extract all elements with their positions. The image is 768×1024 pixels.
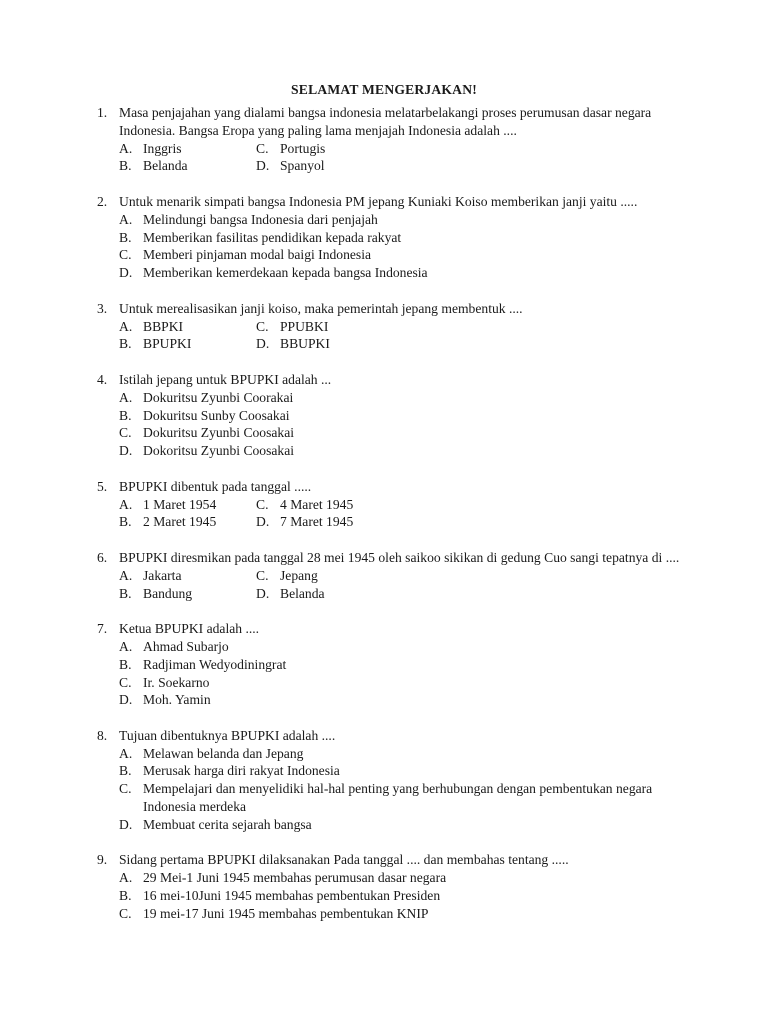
question-8 (97, 727, 687, 834)
option-list (119, 389, 687, 460)
option-d: D. Moh. Yamin (119, 692, 211, 708)
question-text: Untuk merealisasikan janji koiso, maka pemerintah jepang membentuk .... (119, 300, 523, 316)
option-c: C. Ir. Soekarno (119, 674, 210, 690)
option-c: C. Memberi pinjaman modal baigi Indonesia (119, 247, 372, 263)
question-4 (97, 371, 687, 460)
option-d: D. Dokoritsu Zyunbi Coosakai (119, 443, 295, 459)
option-b: B. BPUPKI (119, 336, 192, 352)
option-a: A. 29 Mei-1 Juni 1945 membahas perumusan dasar negara (119, 870, 447, 886)
option-d: D. Membuat cerita sejarah bangsa (119, 816, 312, 832)
question-text: BPUPKI dibentuk pada tanggal ..... (119, 478, 312, 494)
question-5 (97, 478, 687, 531)
question-number: 1. (97, 105, 108, 120)
question-3 (97, 300, 687, 353)
option-b: B. Merusak harga diri rakyat Indonesia (119, 763, 340, 779)
option-a: A. Melawan belanda dan Jepang (119, 745, 304, 761)
option-d: D. Memberikan kemerdekaan kepada bangsa Indonesia (119, 265, 428, 281)
option-a: A. Jakarta (119, 567, 182, 583)
question-text: Sidang pertama BPUPKI dilaksanakan Pada tanggal .... dan membahas tentang ..... (119, 852, 569, 868)
option-list (119, 638, 687, 709)
question-text: Untuk menarik simpati bangsa Indonesia PM jepang Kuniaki Koiso memberikan janji yaitu ..... (119, 193, 638, 209)
question-text: BPUPKI diresmikan pada tanggal 28 mei 1945 oleh saikoo sikikan di gedung Cuo sangi tepatnya di .... (119, 549, 680, 565)
question-number: 4. (97, 371, 108, 387)
option-c: C. Portugis (256, 140, 326, 156)
option-b: B. 16 mei-10Juni 1945 membahas pembentukan Presiden (119, 888, 441, 904)
question-7 (97, 620, 687, 709)
question-text: Istilah jepang untuk BPUPKI adalah ... (119, 371, 332, 387)
question-1 (97, 104, 687, 175)
option-d: D. Belanda (256, 585, 325, 601)
question-number: 6. (97, 549, 108, 565)
question-number: 9. (97, 852, 108, 868)
option-list (119, 745, 687, 834)
question-number: 3. (97, 300, 108, 316)
question-6 (97, 549, 687, 602)
option-b: B. Belanda (119, 158, 188, 174)
option-c: C. 4 Maret 1945 (256, 496, 354, 512)
question-number: 5. (97, 478, 108, 494)
page-title: SELAMAT MENGERJAKAN! (291, 82, 477, 97)
question-number: 8. (97, 727, 108, 743)
option-a: A. 1 Maret 1954 (119, 496, 217, 512)
option-list (119, 140, 687, 176)
option-a: A. Melindungi bangsa Indonesia dari penjajah (119, 211, 378, 227)
option-a: A. Dokuritsu Zyunbi Coorakai (119, 389, 294, 405)
option-a: A. Ahmad Subarjo (119, 638, 229, 654)
option-d: D. BBUPKI (256, 336, 330, 352)
option-list (119, 211, 687, 282)
option-b: B. Memberikan fasilitas pendidikan kepada rakyat (119, 229, 402, 245)
option-c: C. 19 mei-17 Juni 1945 membahas pembentukan KNIP (119, 905, 429, 921)
option-list (119, 318, 687, 354)
question-text: Masa penjajahan yang dialami bangsa indonesia melatarbelakangi proses perumusan dasar negara Indonesia. Bangsa Eropa yang paling lama menjajah Indonesia adalah .... (119, 105, 652, 138)
option-d: D. Spanyol (256, 158, 325, 174)
option-a: A. Inggris (119, 140, 182, 156)
option-b: B. Bandung (119, 585, 193, 601)
question-9 (97, 851, 687, 922)
option-a: A. BBPKI (119, 318, 184, 334)
option-d: D. 7 Maret 1945 (256, 514, 354, 530)
option-c: C. Jepang (256, 567, 318, 583)
option-c: C. Dokuritsu Zyunbi Coosakai (119, 425, 295, 441)
option-b: B. Radjiman Wedyodiningrat (119, 656, 287, 672)
question-number: 2. (97, 193, 108, 209)
option-list (119, 567, 687, 603)
question-text: Ketua BPUPKI adalah .... (119, 621, 260, 637)
question-text: Tujuan dibentuknya BPUPKI adalah .... (119, 727, 336, 743)
question-2 (97, 193, 687, 282)
question-number: 7. (97, 621, 108, 637)
option-c: C. PPUBKI (256, 318, 329, 334)
option-b: B. 2 Maret 1945 (119, 514, 217, 530)
option-b: B. Dokuritsu Sunby Coosakai (119, 407, 290, 423)
option-list (119, 869, 687, 922)
option-list (119, 496, 687, 532)
option-c: C. Mempelajari dan menyelidiki hal-hal penting yang berhubungan dengan pembentukan negara Indonesia merdeka (119, 781, 653, 815)
question-list (97, 104, 687, 940)
